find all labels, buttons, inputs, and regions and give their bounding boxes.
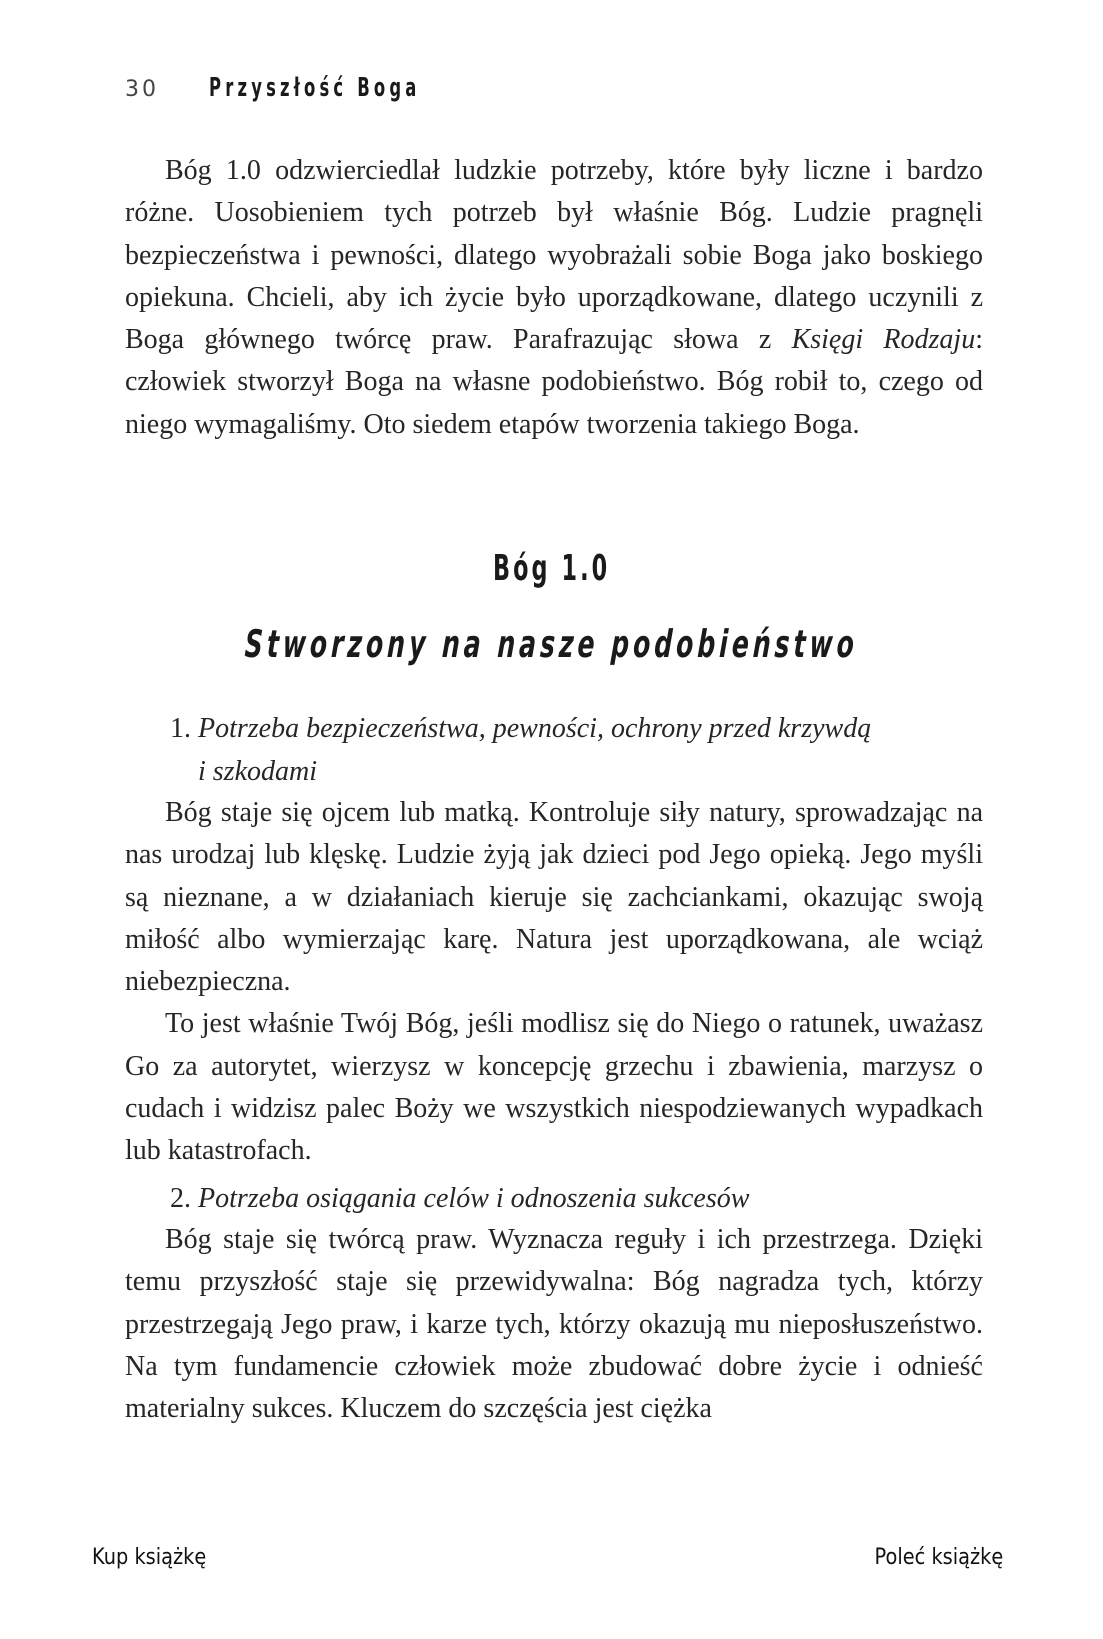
- section-1-paragraph-2: To jest właśnie Twój Bóg, jeśli modlisz się do Niego o ratunek, uważasz Go za autorytet, wierzysz w koncepcję grzechu i zbawienia, marzysz o cudach i widzisz palec Boży we wszystkich niespodziewanych wypadkach lub katastrofach.: [125, 1008, 983, 1167]
- page-header: [125, 73, 511, 103]
- intro-paragraph: [125, 150, 983, 446]
- intro-paragraph-end: : człowiek stworzył Boga na własne podobieństwo. Bóg robił to, czego od niego wymagaliśmy. Oto siedem etapów tworzenia takiego Boga.: [125, 324, 983, 440]
- chapter-title: [0, 548, 1103, 589]
- section-1-heading-line2: i szkodami: [198, 756, 317, 787]
- recommend-book-link[interactable]: Poleć książkę: [874, 1545, 1003, 1570]
- book-title-reference: Księgi Rodzaju: [791, 324, 976, 356]
- intro-text: [125, 150, 983, 446]
- section-2-paragraph-1: Bóg staje się twórcą praw. Wyznacza reguły i ich przestrzega. Dzięki temu przyszłość staje się przewidywalna: Bóg nagradza tych, którzy przestrzegają Jego praw, i karze tych, którzy okazują mu nieposłuszeństwo. Na tym fundamencie człowiek może zbudować dobre życie i odnieść materialny sukces. Kluczem do szczęścia jest ciężka: [125, 1224, 983, 1425]
- section-1-heading: [170, 707, 950, 793]
- buy-book-link[interactable]: Kup książkę: [92, 1545, 207, 1570]
- page-number: 30: [125, 77, 159, 102]
- intro-paragraph-start: Bóg 1.0 odzwierciedlał ludzkie potrzeby, które były liczne i bardzo różne. Uosobieniem tych potrzeb był właśnie Bóg. Ludzie pragnęli bezpieczeństwa i pewności, dlatego wyobrażali sobie Boga jako boskiego opiekuna. Chcieli, aby ich życie było uporządkowane, dlatego uczynili z Boga głównego twórcę praw. Parafrazując słowa z: [125, 155, 983, 356]
- section-2-heading-text: Potrzeba osiągania celów i odnoszenia sukcesów: [198, 1183, 750, 1214]
- section-2-text: [125, 1219, 983, 1430]
- section-1-number: 1.: [170, 713, 191, 744]
- section-2-number: 2.: [170, 1183, 191, 1214]
- running-title: Przyszłość Boga: [209, 73, 421, 103]
- section-1-paragraph-1: Bóg staje się ojcem lub matką. Kontroluje siły natury, sprowadzając na nas urodzaj lub klęskę. Ludzie żyją jak dzieci pod Jego opieką. Jego myśli są nieznane, a w działaniach kieruje się zachciankami, okazując swoją miłość albo wymierzając karę. Natura jest uporządkowana, ale wciąż niebezpieczna.: [125, 797, 983, 998]
- chapter-title-text: Bóg 1.0: [492, 548, 611, 589]
- section-1-heading-line1: Potrzeba bezpieczeństwa, pewności, ochrony przed krzywdą: [198, 713, 872, 744]
- section-2-heading: [170, 1177, 950, 1220]
- chapter-subtitle: [0, 622, 1103, 666]
- section-1-text: [125, 792, 983, 1173]
- chapter-subtitle-text: Stworzony na nasze podobieństwo: [243, 622, 860, 666]
